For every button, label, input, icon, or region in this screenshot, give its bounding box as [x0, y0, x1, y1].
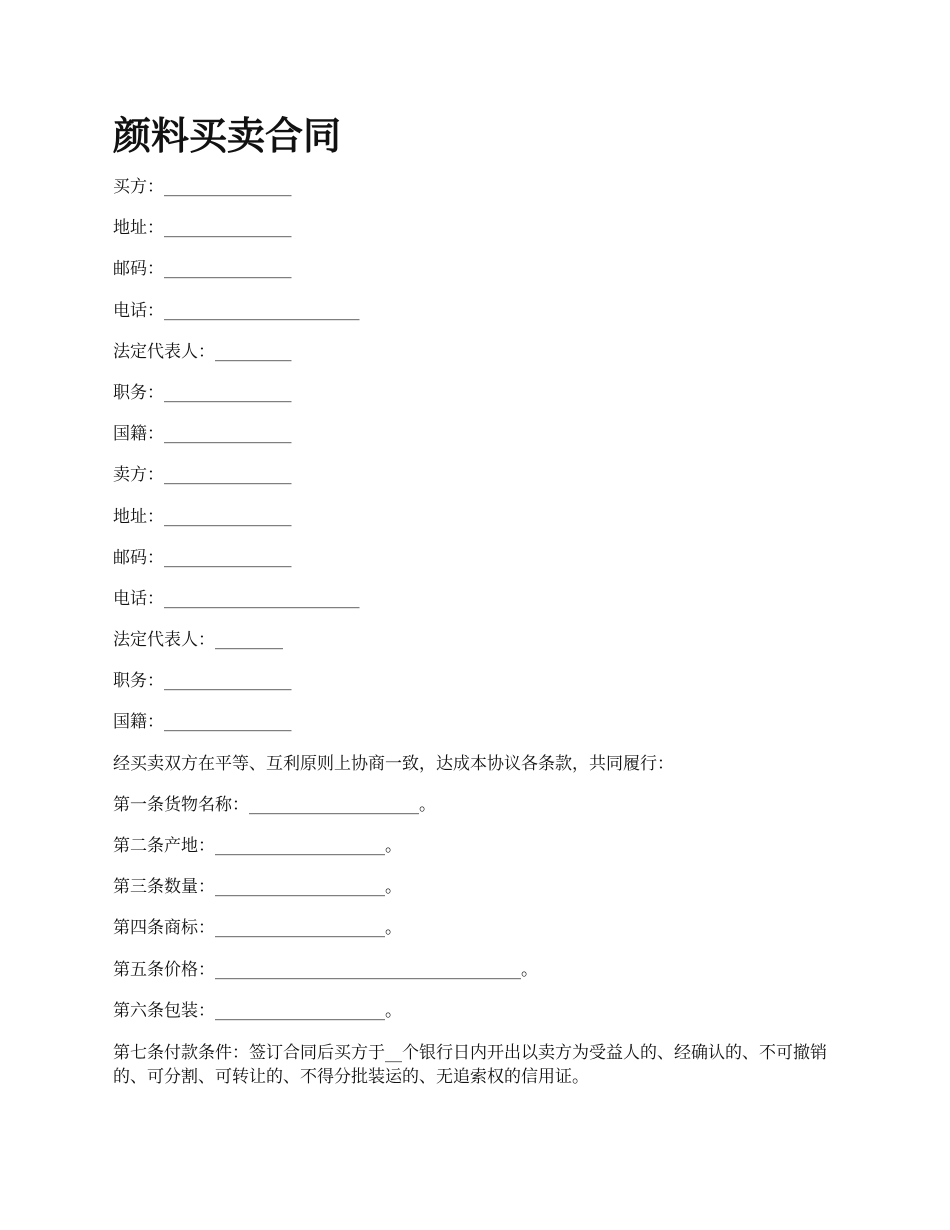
agreement-intro: 经买卖双方在平等、互利原则上协商一致，达成本协议各条款，共同履行： [113, 753, 674, 774]
buyer-nationality-line: 国籍：_______________ [113, 424, 292, 445]
clause-1-goods-name: 第一条货物名称：____________________。 [113, 794, 436, 815]
clause-3-quantity: 第三条数量：____________________。 [113, 877, 402, 898]
buyer-legal-rep-line: 法定代表人：_________ [113, 341, 292, 362]
clause-6-packaging: 第六条包装：____________________。 [113, 1000, 402, 1021]
clause-5-price: 第五条价格：____________________________________。 [113, 959, 538, 980]
seller-phone-line: 电话：_______________________ [113, 588, 360, 609]
seller-postcode-line: 邮码：_______________ [113, 547, 292, 568]
document-page [113, 108, 843, 1108]
clause-2-origin: 第二条产地：____________________。 [113, 836, 402, 856]
buyer-line: 买方：_______________ [113, 177, 292, 197]
buyer-position-line: 职务：_______________ [113, 382, 292, 403]
seller-line: 卖方：_______________ [113, 465, 292, 486]
seller-position-line: 职务：_______________ [113, 671, 292, 692]
buyer-address-line: 地址：_______________ [113, 218, 292, 239]
seller-legal-rep-line: 法定代表人：________ [113, 630, 283, 651]
clause-7-payment-terms: 第七条付款条件：签订合同后买方于__个银行日内开出以卖方为受益人的、经确认的、不可撤销的、可分割、可转让的、不得分批装运的、无追索权的信用证。 [113, 1042, 827, 1087]
buyer-phone-line: 电话：_______________________ [113, 300, 360, 321]
document-title: 颜料买卖合同 [113, 113, 342, 158]
clause-4-trademark: 第四条商标：____________________。 [113, 918, 402, 939]
buyer-postcode-line: 邮码：_______________ [113, 259, 292, 280]
seller-nationality-line: 国籍：_______________ [113, 712, 292, 733]
seller-address-line: 地址：_______________ [113, 506, 292, 527]
